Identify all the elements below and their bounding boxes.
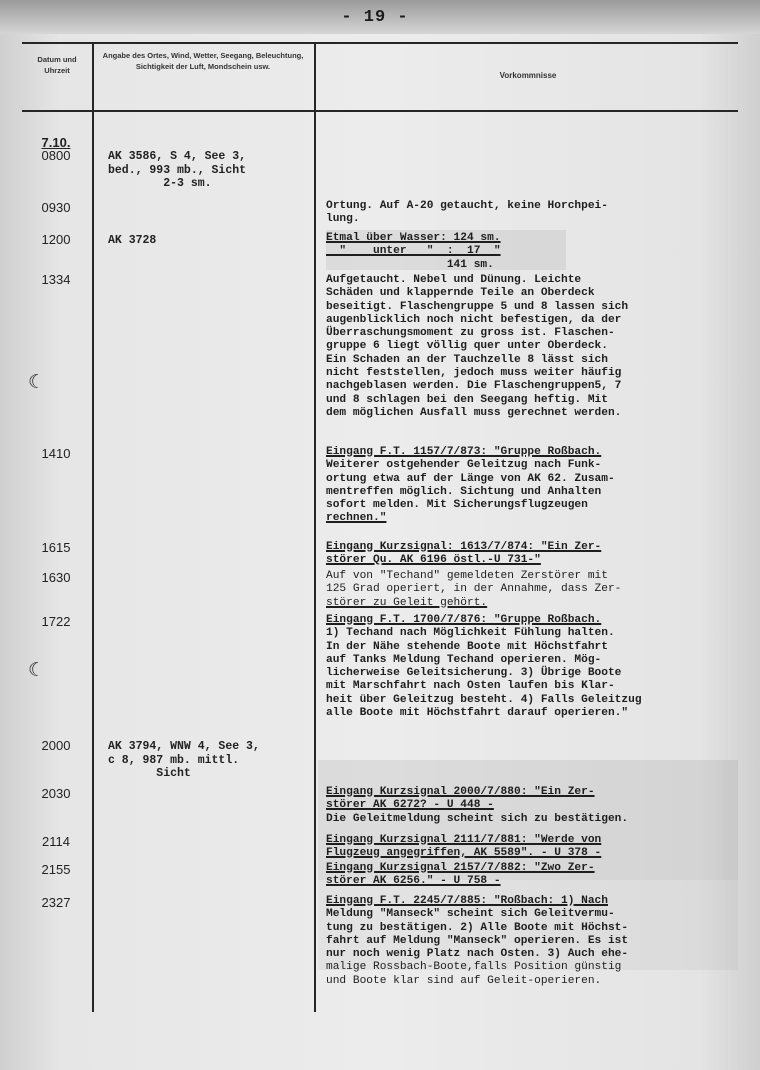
event-line: Weiterer ostgehender Geleitzug nach Funk- (326, 459, 602, 472)
event-line: Überraschungsmoment zu gross ist. Flaschen- (326, 327, 615, 340)
entry-time: 2030 (41, 786, 71, 801)
entry-events (326, 786, 746, 826)
event-line: sofort melden. Mit Sicherungsflugzeugen (326, 499, 588, 512)
event-line: störer zu Geleit gehört. (326, 596, 488, 609)
event-line: auf Tanks Meldung Techand operieren. Mög- (326, 653, 602, 666)
moon-crescent-icon: ☾ (28, 371, 46, 393)
event-line: dem möglichen Ausfall muss gerechnet werden. (326, 406, 622, 419)
event-line: Aufgetaucht. Nebel und Dünung. Leichte (326, 274, 582, 286)
entry-time: 1722 (41, 614, 71, 629)
event-line: nachgeblasen werden. Die Flaschengruppen5, 7 (326, 380, 622, 393)
event-line: Schäden und klappernde Teile an Oberdeck (326, 287, 595, 300)
event-line: malige Rossbach-Boote,falls Position günstig (326, 961, 622, 974)
entry-time: 2327 (41, 895, 71, 910)
column-divider-place (314, 42, 316, 1012)
header-bottom-border (22, 110, 738, 112)
event-line: 1) Techand nach Möglichkeit Fühlung halten. (326, 627, 615, 640)
event-line: nur noch wenig Platz nach Osten. 3) Auch ehe- (326, 948, 629, 961)
entry-time: 1615 (41, 540, 71, 555)
event-line: Eingang Kurzsignal: 1613/7/874: "Ein Zer- (326, 541, 602, 553)
entry-place: AK 3728 (108, 234, 157, 247)
event-line: Etmal über Wasser: 124 sm. (326, 232, 501, 244)
event-line: 141 sm. (326, 258, 494, 271)
entry-date: 7.10. (41, 135, 71, 150)
event-line: ortung etwa auf der Länge von AK 62. Zusam- (326, 472, 615, 485)
entry-time: 0930 (41, 200, 71, 215)
event-line: Eingang Kurzsignal 2000/7/880: "Ein Zer- (326, 786, 595, 798)
event-line: heit über Geleitzug besteht. 4) Falls Geleitzug (326, 693, 642, 706)
header-date: Datum und Uhrzeit (37, 55, 77, 75)
page-number: - 19 - (341, 8, 409, 27)
event-line: " unter " : 17 " (326, 245, 501, 258)
entry-events (326, 614, 746, 720)
event-line: augenblicklich noch nicht befestigen, da der (326, 313, 622, 326)
entry-time: 0800 (41, 148, 71, 163)
entry-time: 1200 (41, 232, 71, 247)
event-line: Ortung. Auf A-20 getaucht, keine Horchpei- (326, 200, 608, 212)
entry-time: 2114 (42, 834, 70, 849)
event-line: und 8 schlagen bei den Seegang heftig. Mit (326, 393, 608, 406)
table-top-border (22, 42, 738, 44)
entry-events (326, 200, 746, 227)
event-line: und Boote klar sind auf Geleit-operieren. (326, 974, 602, 987)
entry-time: 1334 (41, 272, 71, 287)
event-line: Meldung "Manseck" scheint sich Geleitvermu- (326, 908, 615, 921)
event-line: Ein Schaden an der Tauchzelle 8 lässt sich (326, 353, 608, 366)
header-events: Vorkommnisse (499, 71, 557, 80)
event-line: 125 Grad operiert, in der Annahme, dass Zer- (326, 583, 622, 596)
entry-time: 1630 (41, 570, 71, 585)
event-line: fahrt auf Meldung "Manseck" operieren. Es ist (326, 934, 629, 947)
entry-events (326, 446, 746, 526)
event-line: gruppe 6 liegt völlig quer unter Oberdeck. (326, 340, 608, 353)
event-line: rechnen." (326, 512, 387, 525)
event-line: In der Nähe stehende Boote mit Höchstfahrt (326, 640, 608, 653)
event-line: Eingang F.T. 1700/7/876: "Gruppe Roßbach. (326, 614, 602, 626)
entry-time: 2000 (41, 738, 71, 753)
header-place: Angabe des Ortes, Wind, Wetter, Seegang, Beleuchtung, Sichtigkeit der Luft, Mondschein usw. (102, 51, 304, 71)
entry-events (326, 541, 746, 568)
entry-events (326, 834, 746, 861)
entry-events (326, 862, 746, 889)
event-line: Flugzeug angegriffen, AK 5589". - U 378 - (326, 847, 602, 860)
event-line: licherweise Geleitsicherung. 3) Übrige Boote (326, 667, 622, 680)
entry-events (326, 232, 746, 272)
event-line: Die Geleitmeldung scheint sich zu bestätigen. (326, 812, 629, 825)
moon-crescent-icon: ☾ (28, 659, 46, 681)
event-line: mit Marschfahrt nach Osten laufen bis Klar- (326, 680, 615, 693)
entry-place: AK 3794, WNW 4, See 3, c 8, 987 mb. mittl. Sicht (108, 740, 260, 780)
event-line: tung zu bestätigen. 2) Alle Boote mit Höchst- (326, 921, 629, 934)
entry-place: AK 3586, S 4, See 3, bed., 993 mb., Sicht 2-3 sm. (108, 150, 247, 190)
event-line: Eingang F.T. 2245/7/885: "Roßbach: 1) Nach (326, 895, 608, 907)
event-line: Eingang Kurzsignal 2157/7/882: "Zwo Zer- (326, 862, 595, 874)
event-line: mentreffen möglich. Sichtung und Anhalten (326, 485, 602, 498)
event-line: lung. (326, 213, 360, 226)
event-line: nicht feststellen, jedoch muss weiter häufig (326, 367, 622, 380)
column-divider-date (92, 42, 94, 1012)
event-line: alle Boote mit Höchstfahrt darauf operieren." (326, 707, 629, 720)
entry-time: 1410 (41, 446, 71, 461)
entry-events (326, 895, 746, 988)
event-line: störer AK 6272? - U 448 - (326, 799, 494, 812)
event-line: Eingang Kurzsignal 2111/7/881: "Werde von (326, 834, 602, 846)
entry-events (326, 570, 746, 610)
event-line: störer AK 6256." - U 758 - (326, 875, 501, 888)
event-line: Eingang F.T. 1157/7/873: "Gruppe Roßbach. (326, 446, 602, 458)
entry-events (326, 274, 746, 420)
entry-time: 2155 (41, 862, 71, 877)
event-line: Auf von "Techand" gemeldeten Zerstörer mit (326, 570, 608, 582)
event-line: störer Qu. AK 6196 östl.-U 731-" (326, 554, 541, 567)
event-line: beseitigt. Flaschengruppe 5 und 8 lassen sich (326, 300, 629, 313)
